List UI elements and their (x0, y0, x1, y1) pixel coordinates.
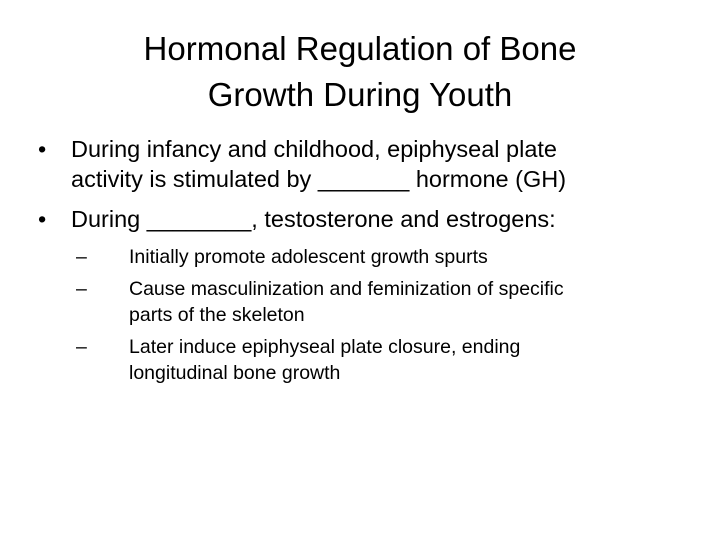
bullet-item (0, 204, 720, 386)
bullet-text-line: During ________, testosterone and estrogens: (71, 206, 556, 232)
bullet-marker: • (38, 206, 47, 232)
bullet-text-line: During infancy and childhood, epiphyseal plate (71, 136, 557, 162)
sub-bullet-text-line: parts of the skeleton (129, 304, 305, 326)
bullet-text-line: activity is stimulated by _______ hormone (GH) (71, 166, 567, 192)
bullet-marker: • (38, 136, 47, 162)
title-line: Hormonal Regulation of Bone (143, 30, 577, 67)
sub-bullet-text-line: Cause masculinization and feminization of specific (129, 278, 564, 300)
sub-bullet-text-line: Later induce epiphyseal plate closure, ending (129, 336, 521, 358)
sub-bullet-list (71, 244, 720, 386)
dash-marker: – (76, 336, 87, 358)
title-line: Growth During Youth (207, 76, 513, 113)
sub-bullet-text-line: longitudinal bone growth (129, 362, 341, 384)
sub-bullet-item (0, 334, 720, 386)
sub-bullet-text-line: Initially promote adolescent growth spurts (129, 246, 488, 268)
bullet-item (0, 134, 720, 194)
dash-marker: – (76, 246, 87, 268)
bullet-list (0, 134, 720, 396)
sub-bullet-item (0, 244, 720, 270)
dash-marker: – (76, 278, 87, 300)
slide-title (60, 26, 660, 118)
sub-bullet-item (0, 276, 720, 328)
